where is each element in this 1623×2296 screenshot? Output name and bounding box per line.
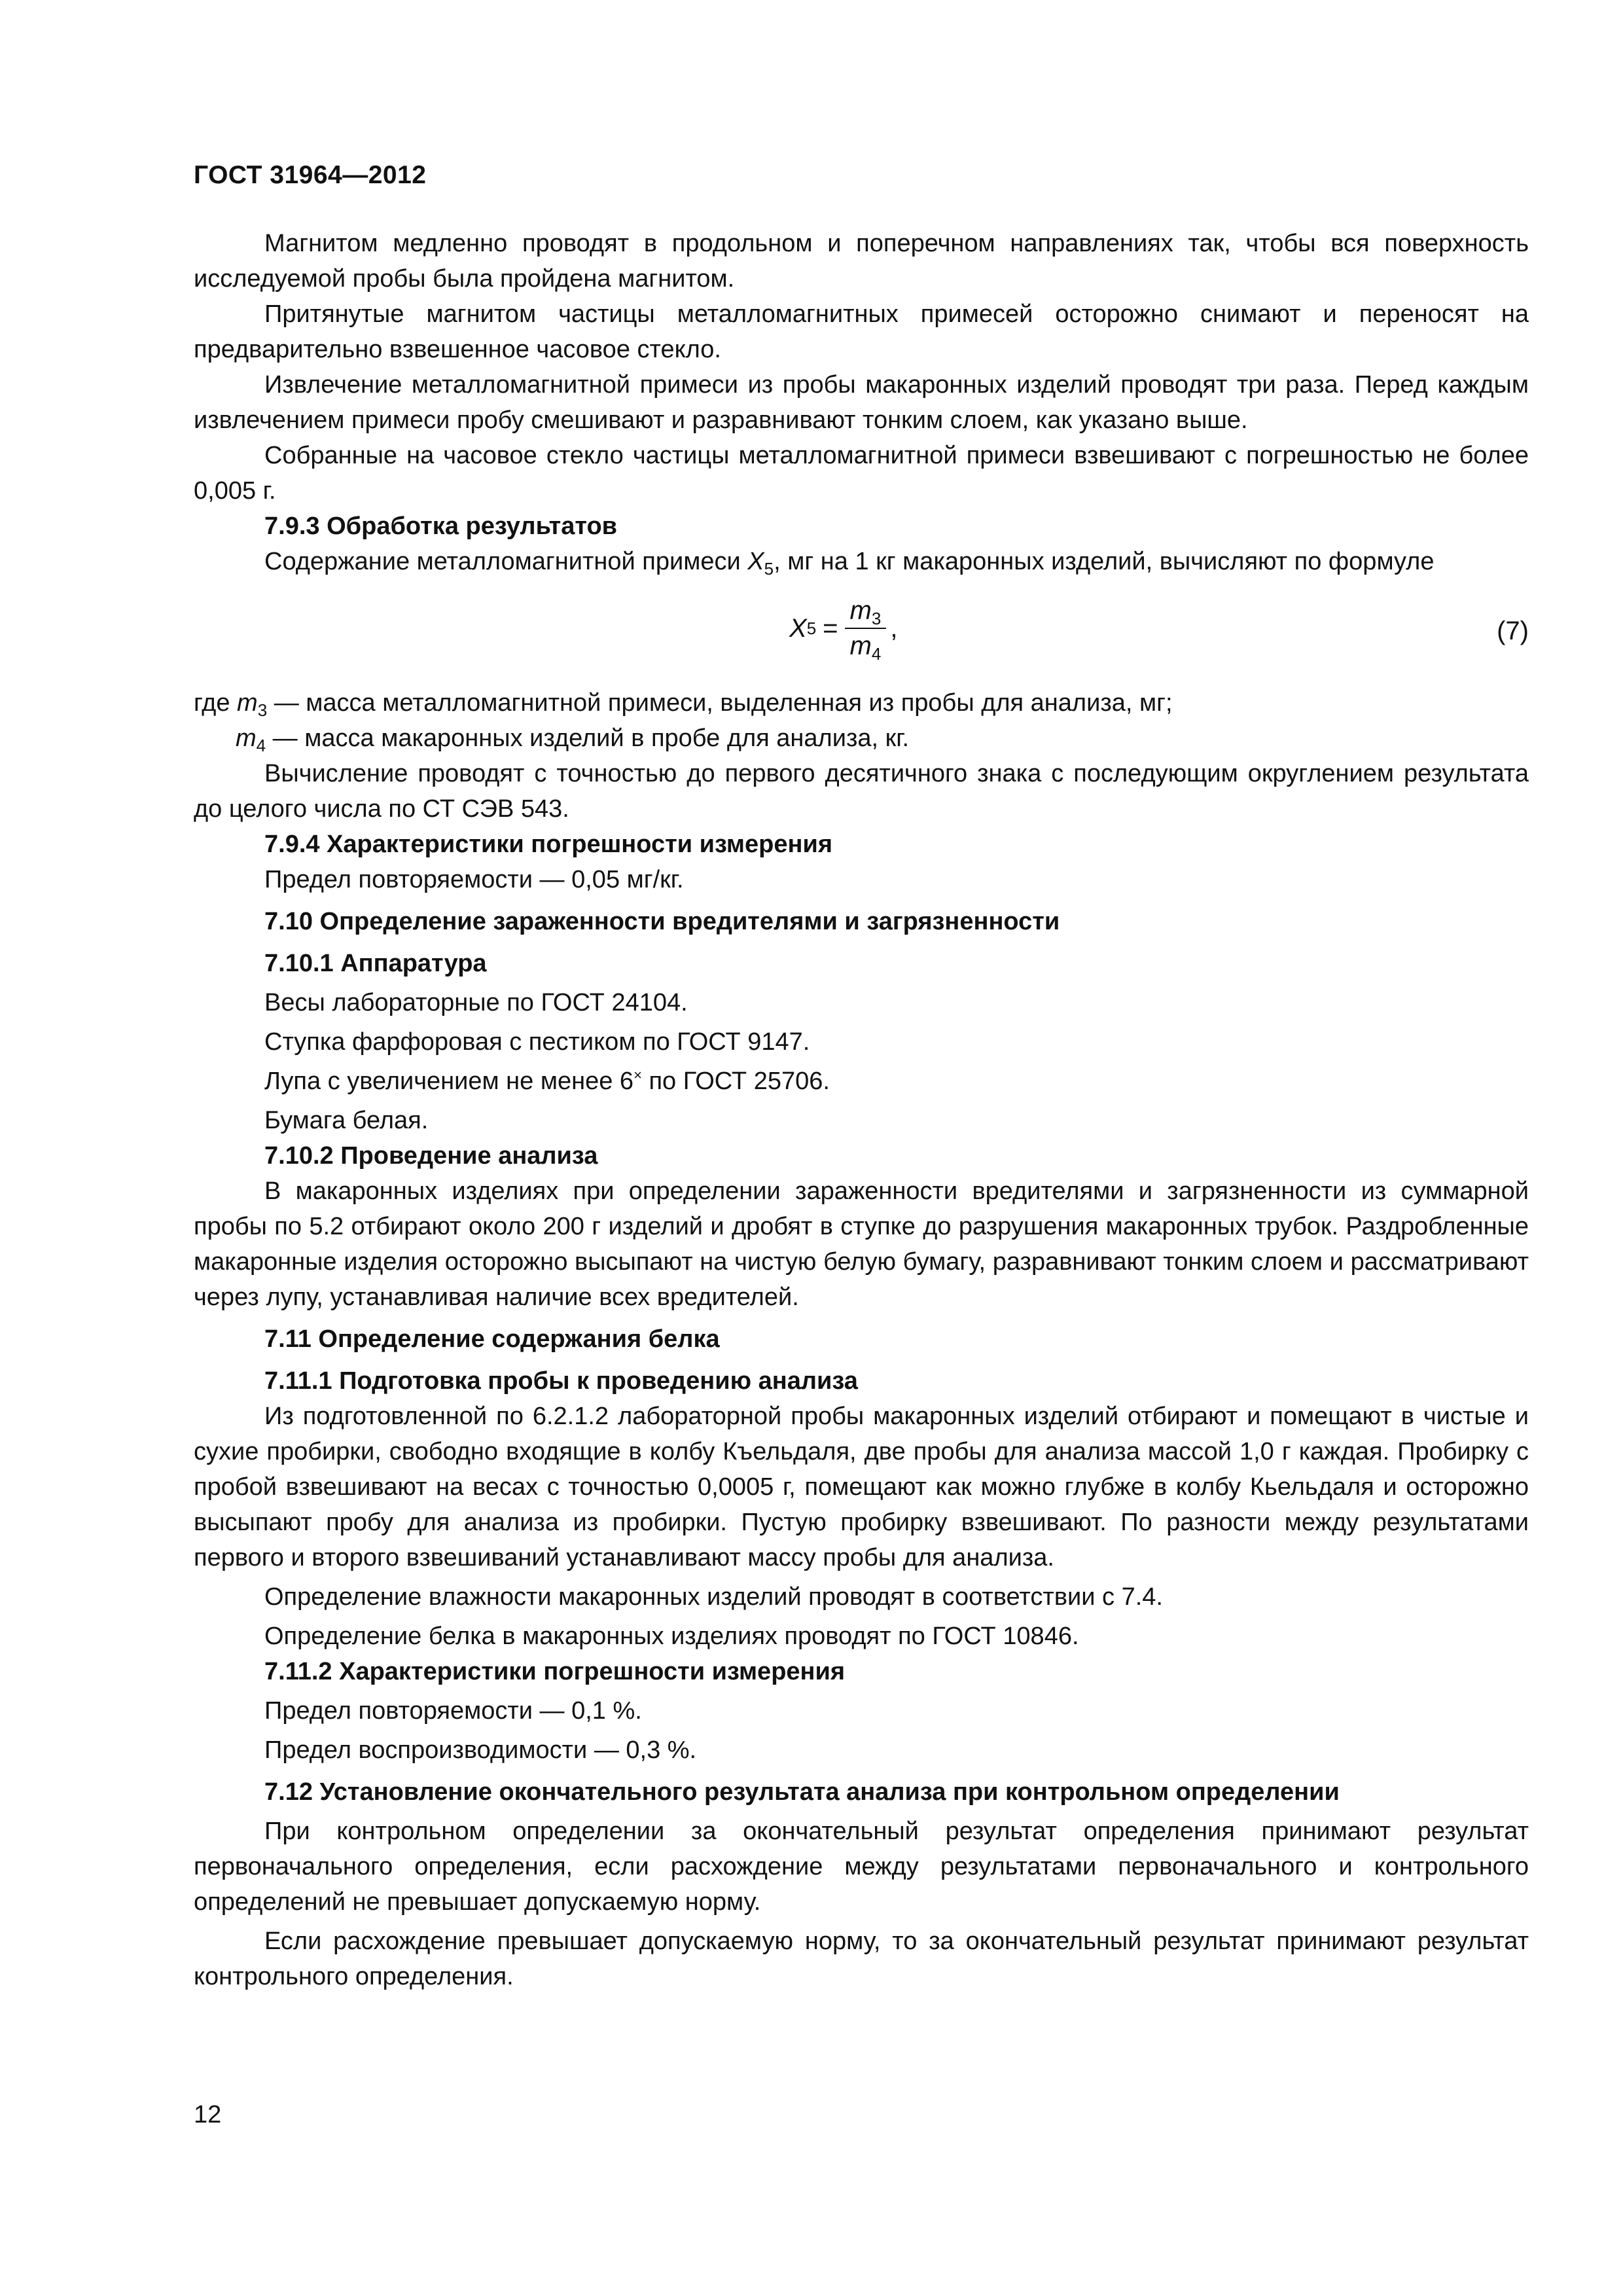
formula-comma: , xyxy=(890,614,898,643)
formula-denominator: $m_4$ xyxy=(849,632,882,664)
formula-number: (7) xyxy=(1497,617,1529,645)
paragraph-protein: Определение белка в макаронных изделиях проводят по ГОСТ 10846. xyxy=(264,1623,1079,1650)
heading-7-11-1: 7.11.1 Подготовка пробы к проведению анализа xyxy=(264,1367,858,1395)
list-item-paper: Бумага белая. xyxy=(264,1107,429,1134)
heading-7-9-4: 7.9.4 Характеристики погрешности измерения xyxy=(264,831,832,858)
list-item-mortar: Ступка фарфоровая с пестиком по ГОСТ 9147. xyxy=(264,1028,810,1056)
paragraph-reproducibility: Предел воспроизводимости — 0,3 %. xyxy=(264,1736,697,1764)
list-item-scales: Весы лабораторные по ГОСТ 24104. xyxy=(264,989,688,1016)
paragraph-formula-intro: Содержание металломагнитной примеси $X_5$, мг на 1 кг макаронных изделий, вычисляют по формуле xyxy=(264,548,1435,579)
heading-7-10-2: 7.10.2 Проведение анализа xyxy=(264,1142,598,1170)
paragraph-final-result: При контрольном определении за окончательный результат определения принимают результат первоначального определения, если расхождение между результатами первоначального и контрольного определений не превышает допускаемую норму. xyxy=(194,1818,1529,1916)
formula-7 xyxy=(194,584,1529,681)
paragraph-repeatability-limit: Предел повторяемости — 0,05 мг/кг. xyxy=(264,866,684,893)
heading-7-9-3: 7.9.3 Обработка результатов xyxy=(264,512,618,540)
formula-equals: = xyxy=(823,614,838,643)
document-header: ГОСТ 31964—2012 xyxy=(194,161,427,189)
formula-expression: X 5 = $\frac{m_3}{m_4}$ , xyxy=(789,596,898,664)
paragraph-weighing: Собранные на часовое стекло частицы металломагнитной примеси взвешивают с погрешностью не более 0,005 г. xyxy=(194,442,1529,505)
heading-7-11-2: 7.11.2 Характеристики погрешности измерения xyxy=(264,1658,846,1685)
formula-numerator: $m_3$ xyxy=(845,596,887,629)
paragraph-extraction-repeat: Извлечение металломагнитной примеси из пробы макаронных изделий проводят три раза. Перед каждым извлечением примеси пробу смешивают и разравнивают тонким слоем, как указано выше. xyxy=(194,371,1529,434)
heading-7-10-1: 7.10.1 Аппаратура xyxy=(264,950,487,977)
paragraph-sample-preparation: Из подготовленной по 6.2.1.2 лабораторной пробы макаронных изделий отбирают и помещают в чистые и сухие пробирки, свободно входящие в колбу Къельдаля, две пробы для анализа массой 1,0 г каждая. Пробирку с пробой взвешивают на весах с точностью 0,0005 г, помещают как можно глубже в колбу Кьельдаля и осторожно высыпают пробу для анализа из пробирки. Пустую пробирку взвешивают. По разности между результатами первого и второго взвешиваний устанавливают массу пробы для анализа. xyxy=(194,1403,1529,1571)
paragraph-analysis-procedure: В макаронных изделиях при определении зараженности вредителями и загрязненности из суммарной пробы по 5.2 отбирают около 200 г изделий и дробят в ступке до разрушения макаронных трубок. Раздробленные макаронные изделия осторожно высыпают на чистую белую бумагу, разравнивают тонким слоем и рассматривают через лупу, устанавливая наличие всех вредителей. xyxy=(194,1177,1529,1311)
paragraph-calculation-precision: Вычисление проводят с точностью до первого десятичного знака с последующим округлением результата до целого числа по СТ СЭВ 543. xyxy=(194,760,1529,823)
definition-m3: где $m_3$ — масса металломагнитной примеси, выделенная из пробы для анализа, мг; xyxy=(194,689,1173,720)
paragraph-control-result: Если расхождение превышает допускаемую норму, то за окончательный результат принимают результат контрольного определения. xyxy=(194,1928,1529,1990)
formula-fraction xyxy=(845,596,887,664)
paragraph-particles-transfer: Притянутые магнитом частицы металломагнитных примесей осторожно снимают и переносят на предварительно взвешенное часовое стекло. xyxy=(194,300,1529,363)
paragraph-magnet-movement: Магнитом медленно проводят в продольном и поперечном направлениях так, чтобы вся поверхность исследуемой пробы была пройдена магнитом. xyxy=(194,230,1529,293)
heading-7-12: 7.12 Установление окончательного результата анализа при контрольном определении xyxy=(264,1778,1340,1806)
heading-7-10: 7.10 Определение зараженности вредителями и загрязненности xyxy=(264,908,1060,935)
list-item-magnifier: Лупа с увеличением не менее 6× по ГОСТ 25706. xyxy=(264,1067,830,1095)
heading-7-11: 7.11 Определение содержания белка xyxy=(264,1325,720,1353)
paragraph-repeatability: Предел повторяемости — 0,1 %. xyxy=(264,1697,642,1725)
page-number: 12 xyxy=(194,2101,222,2128)
formula-lhs: X xyxy=(789,614,807,643)
paragraph-moisture: Определение влажности макаронных изделий проводят в соответствии с 7.4. xyxy=(264,1583,1163,1611)
definition-m4: $m_4$ — масса макаронных изделий в пробе для анализа, кг. xyxy=(236,725,910,755)
document-body xyxy=(194,226,1529,1994)
